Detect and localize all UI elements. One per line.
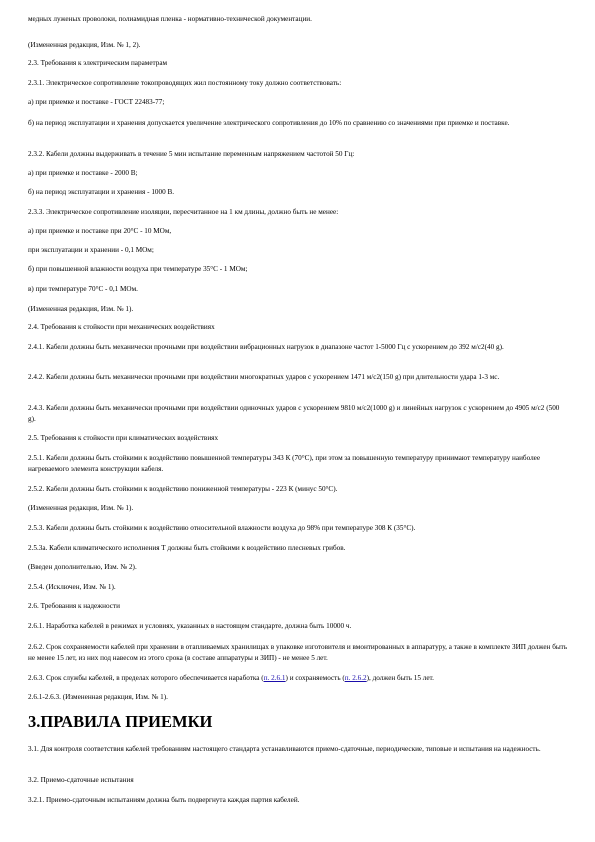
paragraph: 2.3. Требования к электрическим параметрам: [28, 59, 168, 67]
paragraph: в) при температуре 70°С - 0,1 МОм.: [28, 285, 138, 293]
paragraph: б) на период эксплуатации и хранения - 1000 В.: [28, 188, 175, 196]
paragraph: 2.3.1. Электрическое сопротивление токопроводящих жил постоянному току должно соответствовать:: [28, 79, 342, 87]
paragraph: а) при приемке и поставке при 20°С - 10 МОм,: [28, 227, 172, 235]
paragraph: 2.6.1. Наработка кабелей в режимах и условиях, указанных в настоящем стандарте, должна быть 10000 ч.: [28, 622, 352, 630]
paragraph: 2.5.4. (Исключен, Изм. № 1).: [28, 583, 116, 591]
paragraph: б) при повышенной влажности воздуха при температуре 35°С - 1 МОм;: [28, 265, 248, 273]
paragraph: 3.1. Для контроля соответствия кабелей требованиям настоящего стандарта устанавливаются приемо-сдаточные, периодические, типовые и испытания на надежность.: [28, 745, 541, 753]
paragraph: (Измененная редакция, Изм. № 1, 2).: [28, 41, 141, 49]
paragraph: 3.2.1. Приемо-сдаточным испытаниям должна быть подвергнута каждая партия кабелей.: [28, 796, 300, 804]
section-heading: 3.ПРАВИЛА ПРИЕМКИ: [28, 712, 213, 731]
paragraph: 2.5.2. Кабели должны быть стойкими к воздействию пониженной температуры - 223 К (минус 50°С).: [28, 485, 338, 493]
paragraph-service-life: [28, 673, 568, 684]
paragraph: 2.3.3. Электрическое сопротивление изоляции, пересчитанное на 1 км длины, должно быть не менее:: [28, 208, 339, 216]
paragraph: 3.2. Приемо-сдаточные испытания: [28, 776, 134, 784]
paragraph: (Измененная редакция, Изм. № 1).: [28, 305, 134, 313]
paragraph: 2.5. Требования к стойкости при климатических воздействиях: [28, 434, 219, 442]
paragraph: (Введен дополнительно, Изм. № 2).: [28, 563, 137, 571]
text-run: ) и сохраняемость (: [285, 674, 345, 682]
paragraph: а) при приемке и поставке - ГОСТ 22483-77;: [28, 98, 165, 106]
paragraph: 2.6.1-2.6.3. (Измененная редакция, Изм. № 1).: [28, 693, 168, 701]
paragraph: 2.5.3. Кабели должны быть стойкими к воздействию относительной влажности воздуха до 98% при температуре 308 К (35°С).: [28, 524, 416, 532]
paragraph: 2.5.3а. Кабели климатического исполнения Т должны быть стойкими к воздействию плесневых грибов.: [28, 544, 346, 552]
paragraph: 2.3.2. Кабели должны выдерживать в течение 5 мин испытание переменным напряжением частотой 50 Гц:: [28, 150, 355, 158]
paragraph: а) при приемке и поставке - 2000 В;: [28, 169, 138, 177]
paragraph: 2.6. Требования к надежности: [28, 602, 120, 610]
paragraph: 2.5.1. Кабели должны быть стойкими к воздействию повышенной температуры 343 К (70°С), при этом за повышенную температуру принимают температуру наиболее нагреваемого элемента конструкции кабеля.: [28, 454, 541, 473]
paragraph: б) на период эксплуатации и хранения допускается увеличение электрического сопротивления до 10% по сравнению со значениями при приемке и поставке.: [28, 119, 510, 127]
paragraph: 2.4.3. Кабели должны быть механически прочными при воздействии одиночных ударов с ускорением 9810 м/с2(1000 g) и линейных нагрузок с ускорением до 4905 м/с2 (500 g).: [28, 404, 560, 423]
paragraph: при эксплуатации и хранении - 0,1 МОм;: [28, 246, 154, 254]
link-p-2-6-1[interactable]: п. 2.6.1: [263, 674, 286, 682]
text-run: ), должен быть 15 лет.: [366, 674, 434, 682]
text-run: 2.6.3. Срок службы кабелей, в пределах которого обеспечивается наработка (: [28, 674, 264, 682]
paragraph: 2.4.1. Кабели должны быть механически прочными при воздействии вибрационных нагрузок в диапазоне частот 1-5000 Гц с ускорением до 392 м/с2(40 g).: [28, 343, 504, 351]
paragraph: медных луженых проволоки, полиамидная пленка - нормативно-технической документации.: [28, 15, 312, 23]
link-p-2-6-2[interactable]: п. 2.6.2: [344, 674, 367, 682]
paragraph: 2.4.2. Кабели должны быть механически прочными при воздействии многократных ударов с ускорением 1471 м/с2(150 g) при длительности удара 1-3 мс.: [28, 373, 500, 381]
paragraph: 2.6.2. Срок сохраняемости кабелей при хранении в отапливаемых хранилищах в упаковке изготовителя и вмонтированных в аппаратуру, а также в комплекте ЗИП должен быть не менее 15 лет, из них под навесом из этого срока (в составе аппаратуры и ЗИП) - не менее 5 лет.: [28, 643, 568, 662]
paragraph: 2.4. Требования к стойкости при механических воздействиях: [28, 323, 215, 331]
paragraph: (Измененная редакция, Изм. № 1).: [28, 504, 134, 512]
